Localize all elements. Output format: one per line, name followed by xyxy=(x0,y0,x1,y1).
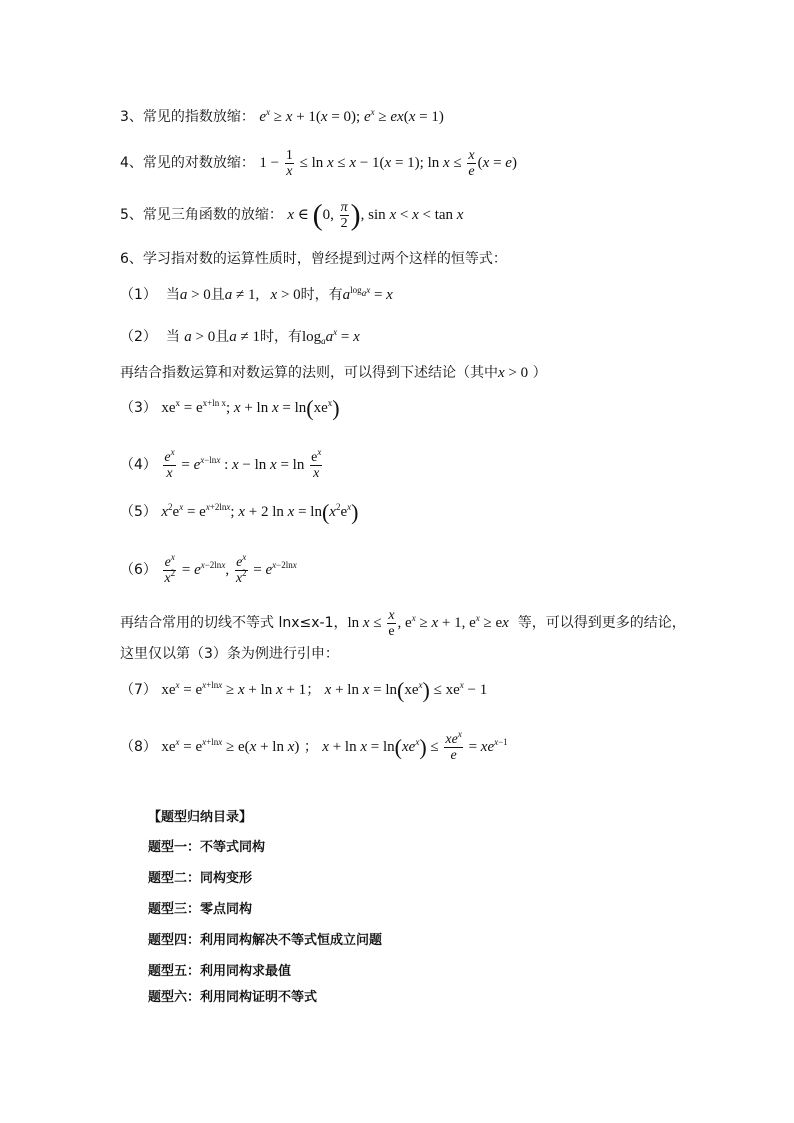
toc-item: 题型四：利用同构解决不等式恒成立问题 xyxy=(148,933,383,948)
paragraph-3: 这里仅以第（3）条为例进行引申： xyxy=(120,646,339,662)
conclusion-5: （5） $x^2e^x = e^{x+2lnx}$; x + 2 $\ln x = \ln(x^2e^x)$ xyxy=(120,499,359,525)
conclusion-7: （7） $xe^x = e^{x+lnx} \ge x + \ln x + 1$； $x + \ln x = \ln(xe^x) \le xe^x - 1$ xyxy=(120,677,488,703)
item-5: 5、常见三角函数的放缩： x ∈ (0, $\frac{\pi}{2}$ ), sin x < x < tan x xyxy=(120,198,464,232)
conclusion-4: （4） $\frac{e^x}{x}$ = $e^{x-lnx}$ : x − ln x = ln $\frac{e^x}{x}$ xyxy=(120,447,322,481)
toc-item: 题型六：利用同构证明不等式 xyxy=(148,990,318,1005)
item-6: 6、学习指对数的运算性质时，曾经提到过两个这样的恒等式： xyxy=(120,251,507,267)
conclusion-8: （8） $xe^x = e^{x+lnx} \ge e(x + \ln x)$ ； $x + \ln x = \ln(xe^x)$ ≤ $\frac{xe^x}{e}$ = $xe^{x-1}$ xyxy=(120,729,508,763)
identity-1: （1） 当a > 0且a ≠ 1, x > 0时，有$a^{log_ax} = x$ xyxy=(120,285,393,303)
formula-log-bound: 1 − $\frac{1}{x}$ ≤ ln x ≤ x − 1(x = 1); ln x ≤ $\frac{x}{e}$ (x = e) xyxy=(259,148,517,179)
formula-trig-bound: x ∈ (0, $\frac{\pi}{2}$ ), sin x < x < tan x xyxy=(287,198,464,232)
item-4: 4、常见的对数放缩： 1 − $\frac{1}{x}$ ≤ ln x ≤ x − 1(x = 1); ln x ≤ $\frac{x}{e}$ (x = e) xyxy=(120,148,517,179)
toc-item: 题型二：同构变形 xyxy=(148,871,253,886)
toc-item: 题型三：零点同构 xyxy=(148,902,253,917)
toc-item: 题型一：不等式同构 xyxy=(148,840,266,855)
formula-exp-bound: $e^x \ge x + 1(x = 0)$; $e^x \ge ex(x = 1)$ xyxy=(259,107,444,125)
toc-item: 题型五：利用同构求最值 xyxy=(148,964,292,979)
toc-heading: 【题型归纳目录】 xyxy=(148,810,253,825)
paragraph-1: 再结合指数运算和对数运算的法则，可以得到下述结论（其中x > 0 ） xyxy=(120,365,547,381)
identity-2: （2） 当 a > 0且a ≠ 1时，有$\log_aa^x = x$ xyxy=(120,327,360,346)
paragraph-2: 再结合常用的切线不等式 lnx≤x-1，ln x ≤ $\frac{x}{e}$ , $e^x \ge x + 1$, $e^x$ ≥ ex 等，可以得到更多的结论， xyxy=(120,608,686,639)
conclusion-3: （3） $xe^x = e^{x+ln x}$; $x + \ln x = \ln(xe^x)$ xyxy=(120,395,340,421)
conclusion-6: （6） $\frac{e^x}{x^2}$ = $e^{x-2lnx}$, $\frac{e^x}{x^2}$ = $e^{x-2lnx}$ xyxy=(120,552,297,586)
item-3: 3、常见的指数放缩： $e^x \ge x + 1(x = 0)$; $e^x \ge ex(x = 1)$ xyxy=(120,107,444,125)
